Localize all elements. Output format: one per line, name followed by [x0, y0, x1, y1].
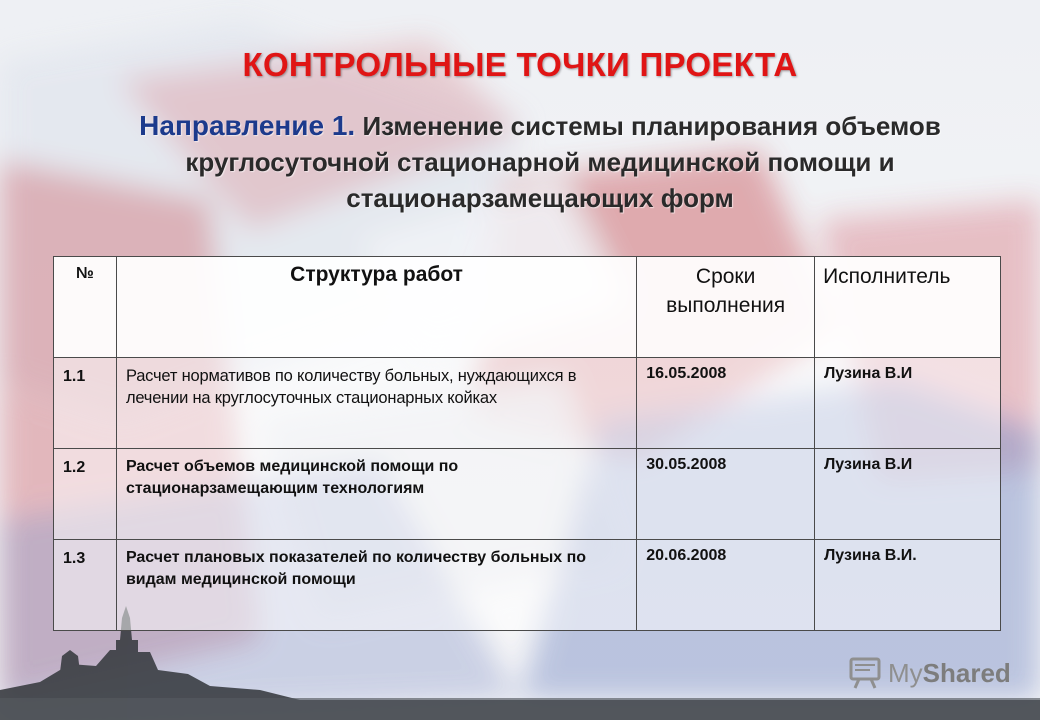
subtitle-line-1: Изменение системы планирования объемов — [362, 111, 941, 141]
milestones-table — [53, 256, 1001, 631]
subtitle-line-3: стационарзамещающих форм — [346, 183, 734, 213]
presentation-board-icon — [848, 656, 882, 690]
table-header-row — [54, 257, 1001, 358]
subtitle-line-2: круглосуточной стационарной медицинской помощи и — [185, 147, 895, 177]
row-date: 30.05.2008 — [637, 449, 815, 540]
row-date: 16.05.2008 — [637, 358, 815, 449]
table-row — [54, 449, 1001, 540]
row-task: Расчет плановых показателей по количеству больных по видам медицинской помощи — [116, 540, 636, 631]
row-date: 20.06.2008 — [637, 540, 815, 631]
myshared-watermark[interactable] — [848, 656, 1011, 690]
watermark-text — [888, 658, 1011, 689]
row-executor: Лузина В.И. — [815, 540, 1001, 631]
table-row — [54, 540, 1001, 631]
row-executor: Лузина В.И — [815, 449, 1001, 540]
table-row — [54, 358, 1001, 449]
header-dates-line-1: Сроки — [695, 265, 756, 288]
row-number: 1.2 — [54, 449, 117, 540]
row-executor: Лузина В.И — [815, 358, 1001, 449]
slide-title: КОНТРОЛЬНЫЕ ТОЧКИ ПРОЕКТА — [242, 46, 798, 83]
header-dates — [637, 257, 815, 358]
slide-subtitle — [100, 108, 980, 216]
header-executor: Исполнитель — [815, 257, 1001, 358]
header-number: № — [54, 257, 117, 358]
row-task: Расчет объемов медицинской помощи по стационарзамещающим технологиям — [116, 449, 636, 540]
watermark-text-shared: Shared — [922, 657, 1011, 688]
header-dates-line-2: выполнения — [666, 294, 786, 317]
watermark-text-my: My — [888, 657, 923, 688]
header-structure: Структура работ — [116, 257, 636, 358]
subtitle-lead: Направление 1. — [139, 110, 356, 141]
row-number: 1.3 — [54, 540, 117, 631]
row-number: 1.1 — [54, 358, 117, 449]
row-task: Расчет нормативов по количеству больных, нуждающихся в лечении на круглосуточных стационарных койках — [116, 358, 636, 449]
